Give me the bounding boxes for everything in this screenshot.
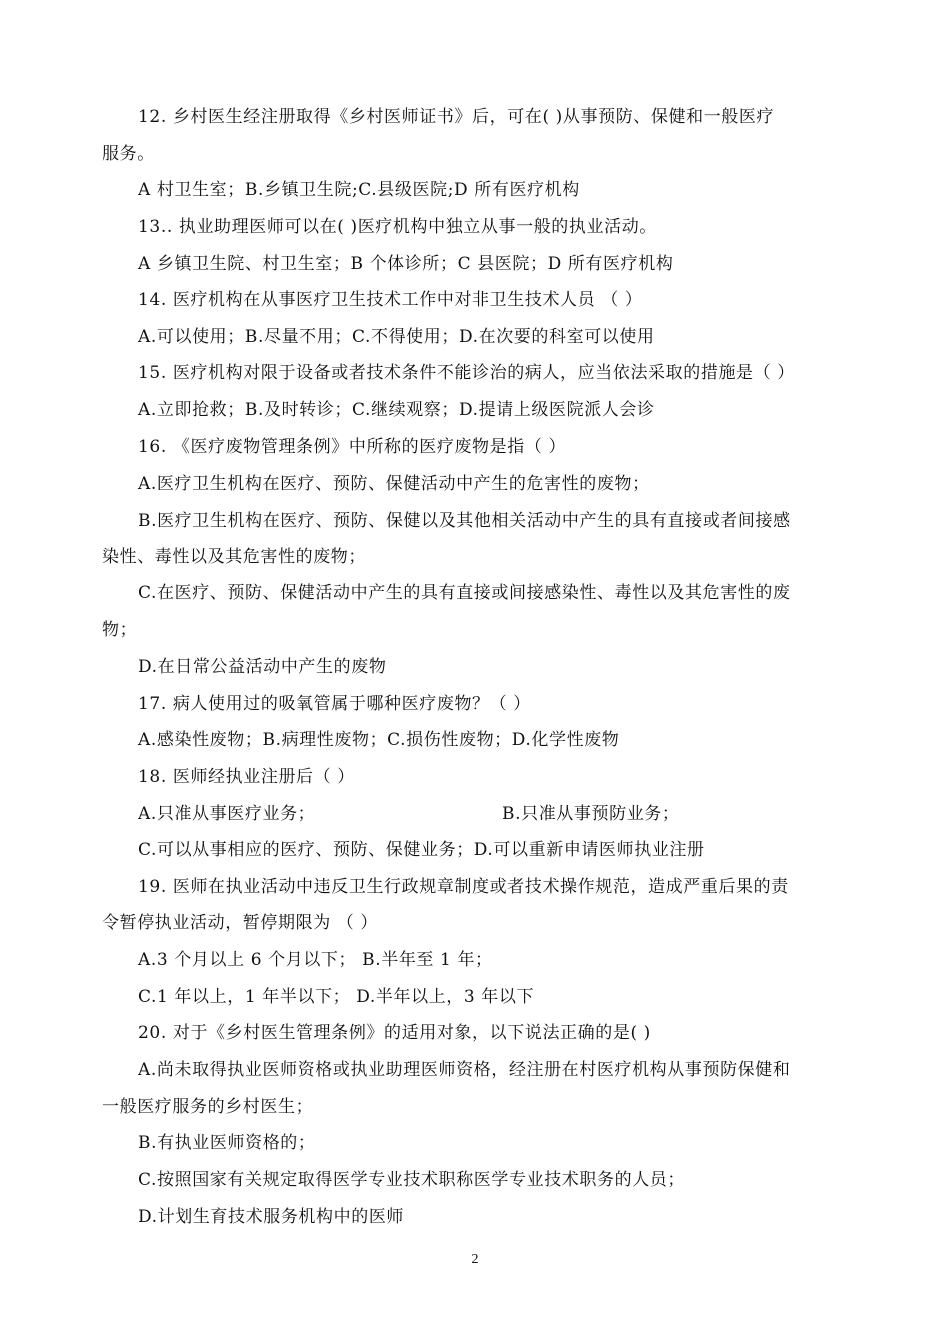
question-19-text: 19. 医师在执业活动中违反卫生行政规章制度或者技术操作规范，造成严重后果的责 (138, 877, 789, 897)
question-18-options-cd: C.可以从事相应的医疗、预防、保健业务；D.可以重新申请医师执业注册 (138, 840, 705, 860)
question-13-options: A 乡镇卫生院、村卫生室；B 个体诊所；C 县医院；D 所有医疗机构 (138, 254, 674, 274)
question-20-option-c: C.按照国家有关规定取得医学专业技术职称医学专业技术职务的人员； (138, 1170, 686, 1190)
question-12-text: 12. 乡村医生经注册取得《乡村医师证书》后，可在( )从事预防、保健和一般医疗 (138, 107, 775, 127)
question-17-options: A.感染性废物；B.病理性废物；C.损伤性废物；D.化学性废物 (138, 730, 620, 750)
question-20-option-a: A.尚未取得执业医师资格或执业助理医师资格，经注册在村医疗机构从事预防保健和 (138, 1060, 791, 1080)
question-20-option-b: B.有执业医师资格的； (138, 1133, 316, 1153)
question-12-continuation: 服务。 (102, 144, 155, 164)
question-14-text: 14. 医疗机构在从事医疗卫生技术工作中对非卫生技术人员 （ ） (138, 290, 643, 310)
question-18-option-a: A.只准从事医疗业务； (138, 804, 316, 824)
question-17-text: 17. 病人使用过的吸氧管属于哪种医疗废物？（ ） (138, 694, 531, 714)
question-13-text: 13.. 执业助理医师可以在( )医疗机构中独立从事一般的执业活动。 (138, 217, 657, 237)
page-number: 2 (471, 1252, 479, 1267)
question-16-text: 16. 《医疗废物管理条例》中所称的医疗废物是指（ ） (138, 437, 567, 457)
question-20-option-a-continuation: 一般医疗服务的乡村医生； (102, 1097, 314, 1117)
question-16-option-c-continuation: 物； (102, 620, 138, 640)
question-15-options: A.立即抢救；B.及时转诊；C.继续观察；D.提请上级医院派人会诊 (138, 400, 655, 420)
question-12-options: A 村卫生室；B.乡镇卫生院;C.县级医院;D 所有医疗机构 (138, 180, 580, 200)
question-18-option-b: B.只准从事预防业务； (502, 804, 680, 824)
question-20-text: 20. 对于《乡村医生管理条例》的适用对象，以下说法正确的是( ) (138, 1023, 651, 1043)
question-18-text: 18. 医师经执业注册后（ ） (138, 767, 355, 787)
question-15-text: 15. 医疗机构对限于设备或者技术条件不能诊治的病人，应当依法采取的措施是（ ） (138, 363, 795, 383)
question-16-option-d: D.在日常公益活动中产生的废物 (138, 657, 387, 677)
question-14-options: A.可以使用；B.尽量不用；C.不得使用；D.在次要的科室可以使用 (138, 327, 655, 347)
question-16-option-a: A.医疗卫生机构在医疗、预防、保健活动中产生的危害性的废物； (138, 474, 650, 494)
question-16-option-b-continuation: 染性、毒性以及其危害性的废物； (102, 547, 366, 567)
question-20-option-d: D.计划生育技术服务机构中的医师 (138, 1207, 405, 1227)
question-16-option-b: B.医疗卫生机构在医疗、预防、保健以及其他相关活动中产生的具有直接或者间接感 (138, 511, 791, 531)
question-16-option-c: C.在医疗、预防、保健活动中产生的具有直接或间接感染性、毒性以及其危害性的废 (138, 583, 791, 603)
question-19-options-cd: C.1 年以上，1 年半以下； D.半年以上，3 年以下 (138, 987, 535, 1007)
question-19-options-ab: A.3 个月以上 6 个月以下； B.半年至 1 年； (138, 950, 493, 970)
question-19-continuation: 令暂停执业活动，暂停期限为 （ ） (102, 913, 379, 933)
